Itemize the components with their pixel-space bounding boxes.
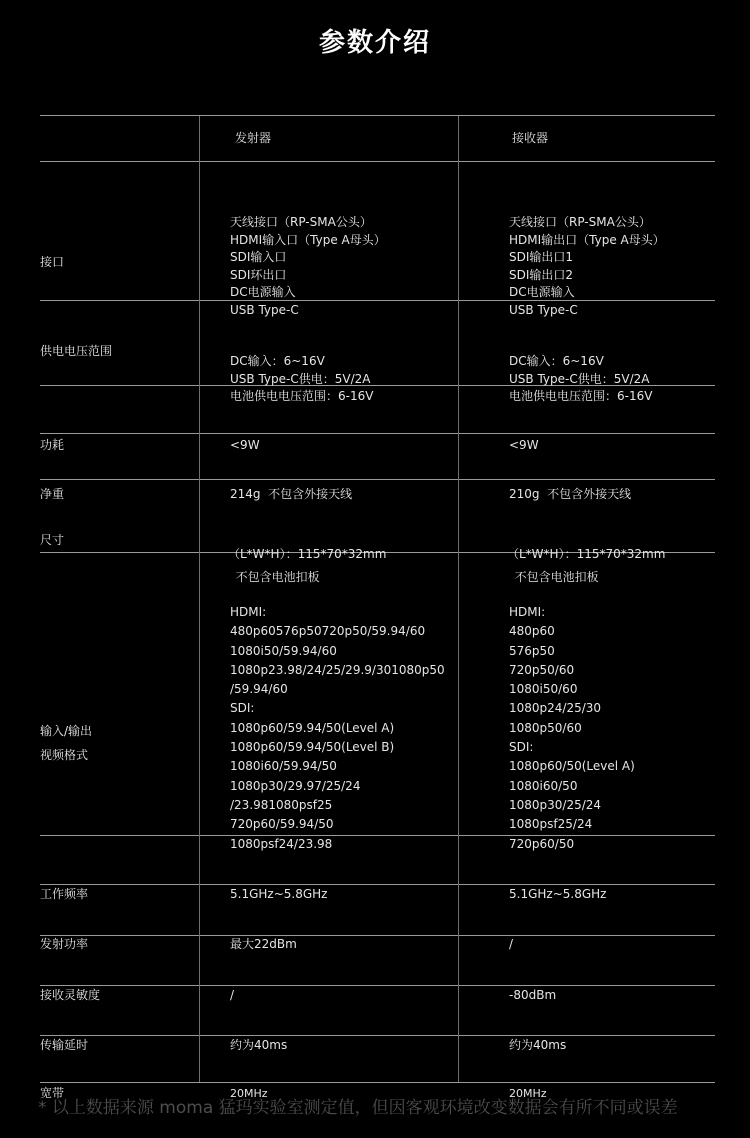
row-label-latency: 传输延时 (40, 1038, 89, 1052)
rx-frequency: 5.1GHz~5.8GHz (509, 887, 607, 901)
rx-size: （L*W*H）：115*70*32mm 不包含电池扣板 (507, 547, 666, 584)
tx-voltage: DC输入：6~16V USB Type-C供电：5V/2A 电池供电电压范围：6-16V (230, 354, 374, 403)
table-rule (40, 985, 715, 986)
column-divider (458, 116, 459, 1082)
rx-latency: 约为40ms (509, 1038, 567, 1052)
tx-interface: 天线接口（RP-SMA公头） HDMI输入口（Type A母头） SDI输入口 SDI环出口 DC电源输入 USB Type-C (230, 215, 386, 317)
tx-bandwidth: 20MHz (230, 1087, 268, 1100)
row-label-frequency: 工作频率 (40, 887, 89, 901)
table-rule (40, 1082, 715, 1083)
header-transmitter: 发射器 (235, 131, 272, 145)
row-label-voltage: 供电电压范围 (40, 344, 113, 358)
tx-video-format: HDMI: 480p60576p50720p50/59.94/60 1080i50/59.94/60 1080p23.98/24/25/29.9/301080p50 /59.94/60 SDI: 1080p60/59.94/50(Level A) 1080p60/59.94/50(Level B) 1080i60/59.94/50 1080p30/29.97/25/24 /23.981080psf25 720p60/59.94/50 1080psf24/23.98 (230, 605, 445, 851)
tx-sensitivity: / (230, 988, 235, 1002)
tx-power: <9W (230, 438, 260, 452)
row-label-tx-power: 发射功率 (40, 937, 89, 951)
rx-weight: 210g 不包含外接天线 (509, 487, 632, 501)
table-rule (40, 161, 715, 162)
rx-voltage: DC输入：6~16V USB Type-C供电：5V/2A 电池供电电压范围：6-16V (509, 354, 653, 403)
table-rule (40, 1035, 715, 1036)
row-label-interface: 接口 (40, 255, 65, 269)
tx-latency: 约为40ms (230, 1038, 288, 1052)
rx-sensitivity: -80dBm (509, 988, 557, 1002)
row-label-bandwidth: 宽带 (40, 1086, 65, 1100)
row-label-power: 功耗 (40, 438, 65, 452)
tx-tx-power: 最大22dBm (230, 937, 297, 951)
tx-weight: 214g 不包含外接天线 (230, 487, 353, 501)
table-rule (40, 935, 715, 936)
rx-video-format: HDMI: 480p60 576p50 720p50/60 1080i50/60 1080p24/25/30 1080p50/60 SDI: 1080p60/50(Level A) 1080i60/50 1080p30/25/24 1080psf25/24 720p60/50 (509, 605, 635, 851)
row-label-weight: 净重 (40, 487, 65, 501)
table-rule (40, 115, 715, 116)
row-label-video-format: 输入/输出 视频格式 (40, 724, 93, 762)
column-divider (199, 116, 200, 1082)
disclaimer-footer: * 以上数据来源 moma 猛玛实验室测定值，但因客观环境改变数据会有所不同或误差 (38, 1098, 678, 1118)
tx-size: （L*W*H）：115*70*32mm 不包含电池扣板 (228, 547, 387, 584)
row-label-sensitivity: 接收灵敏度 (40, 988, 101, 1002)
header-receiver: 接收器 (512, 131, 549, 145)
row-label-size: 尺寸 (40, 533, 65, 547)
rx-tx-power: / (509, 937, 514, 951)
rx-interface: 天线接口（RP-SMA公头） HDMI输出口（Type A母头） SDI输出口1 SDI输出口2 DC电源输入 USB Type-C (509, 215, 665, 317)
rx-bandwidth: 20MHz (509, 1087, 547, 1100)
rx-power: <9W (509, 438, 539, 452)
tx-frequency: 5.1GHz~5.8GHz (230, 887, 328, 901)
page-title: 参数介绍 (318, 28, 431, 58)
